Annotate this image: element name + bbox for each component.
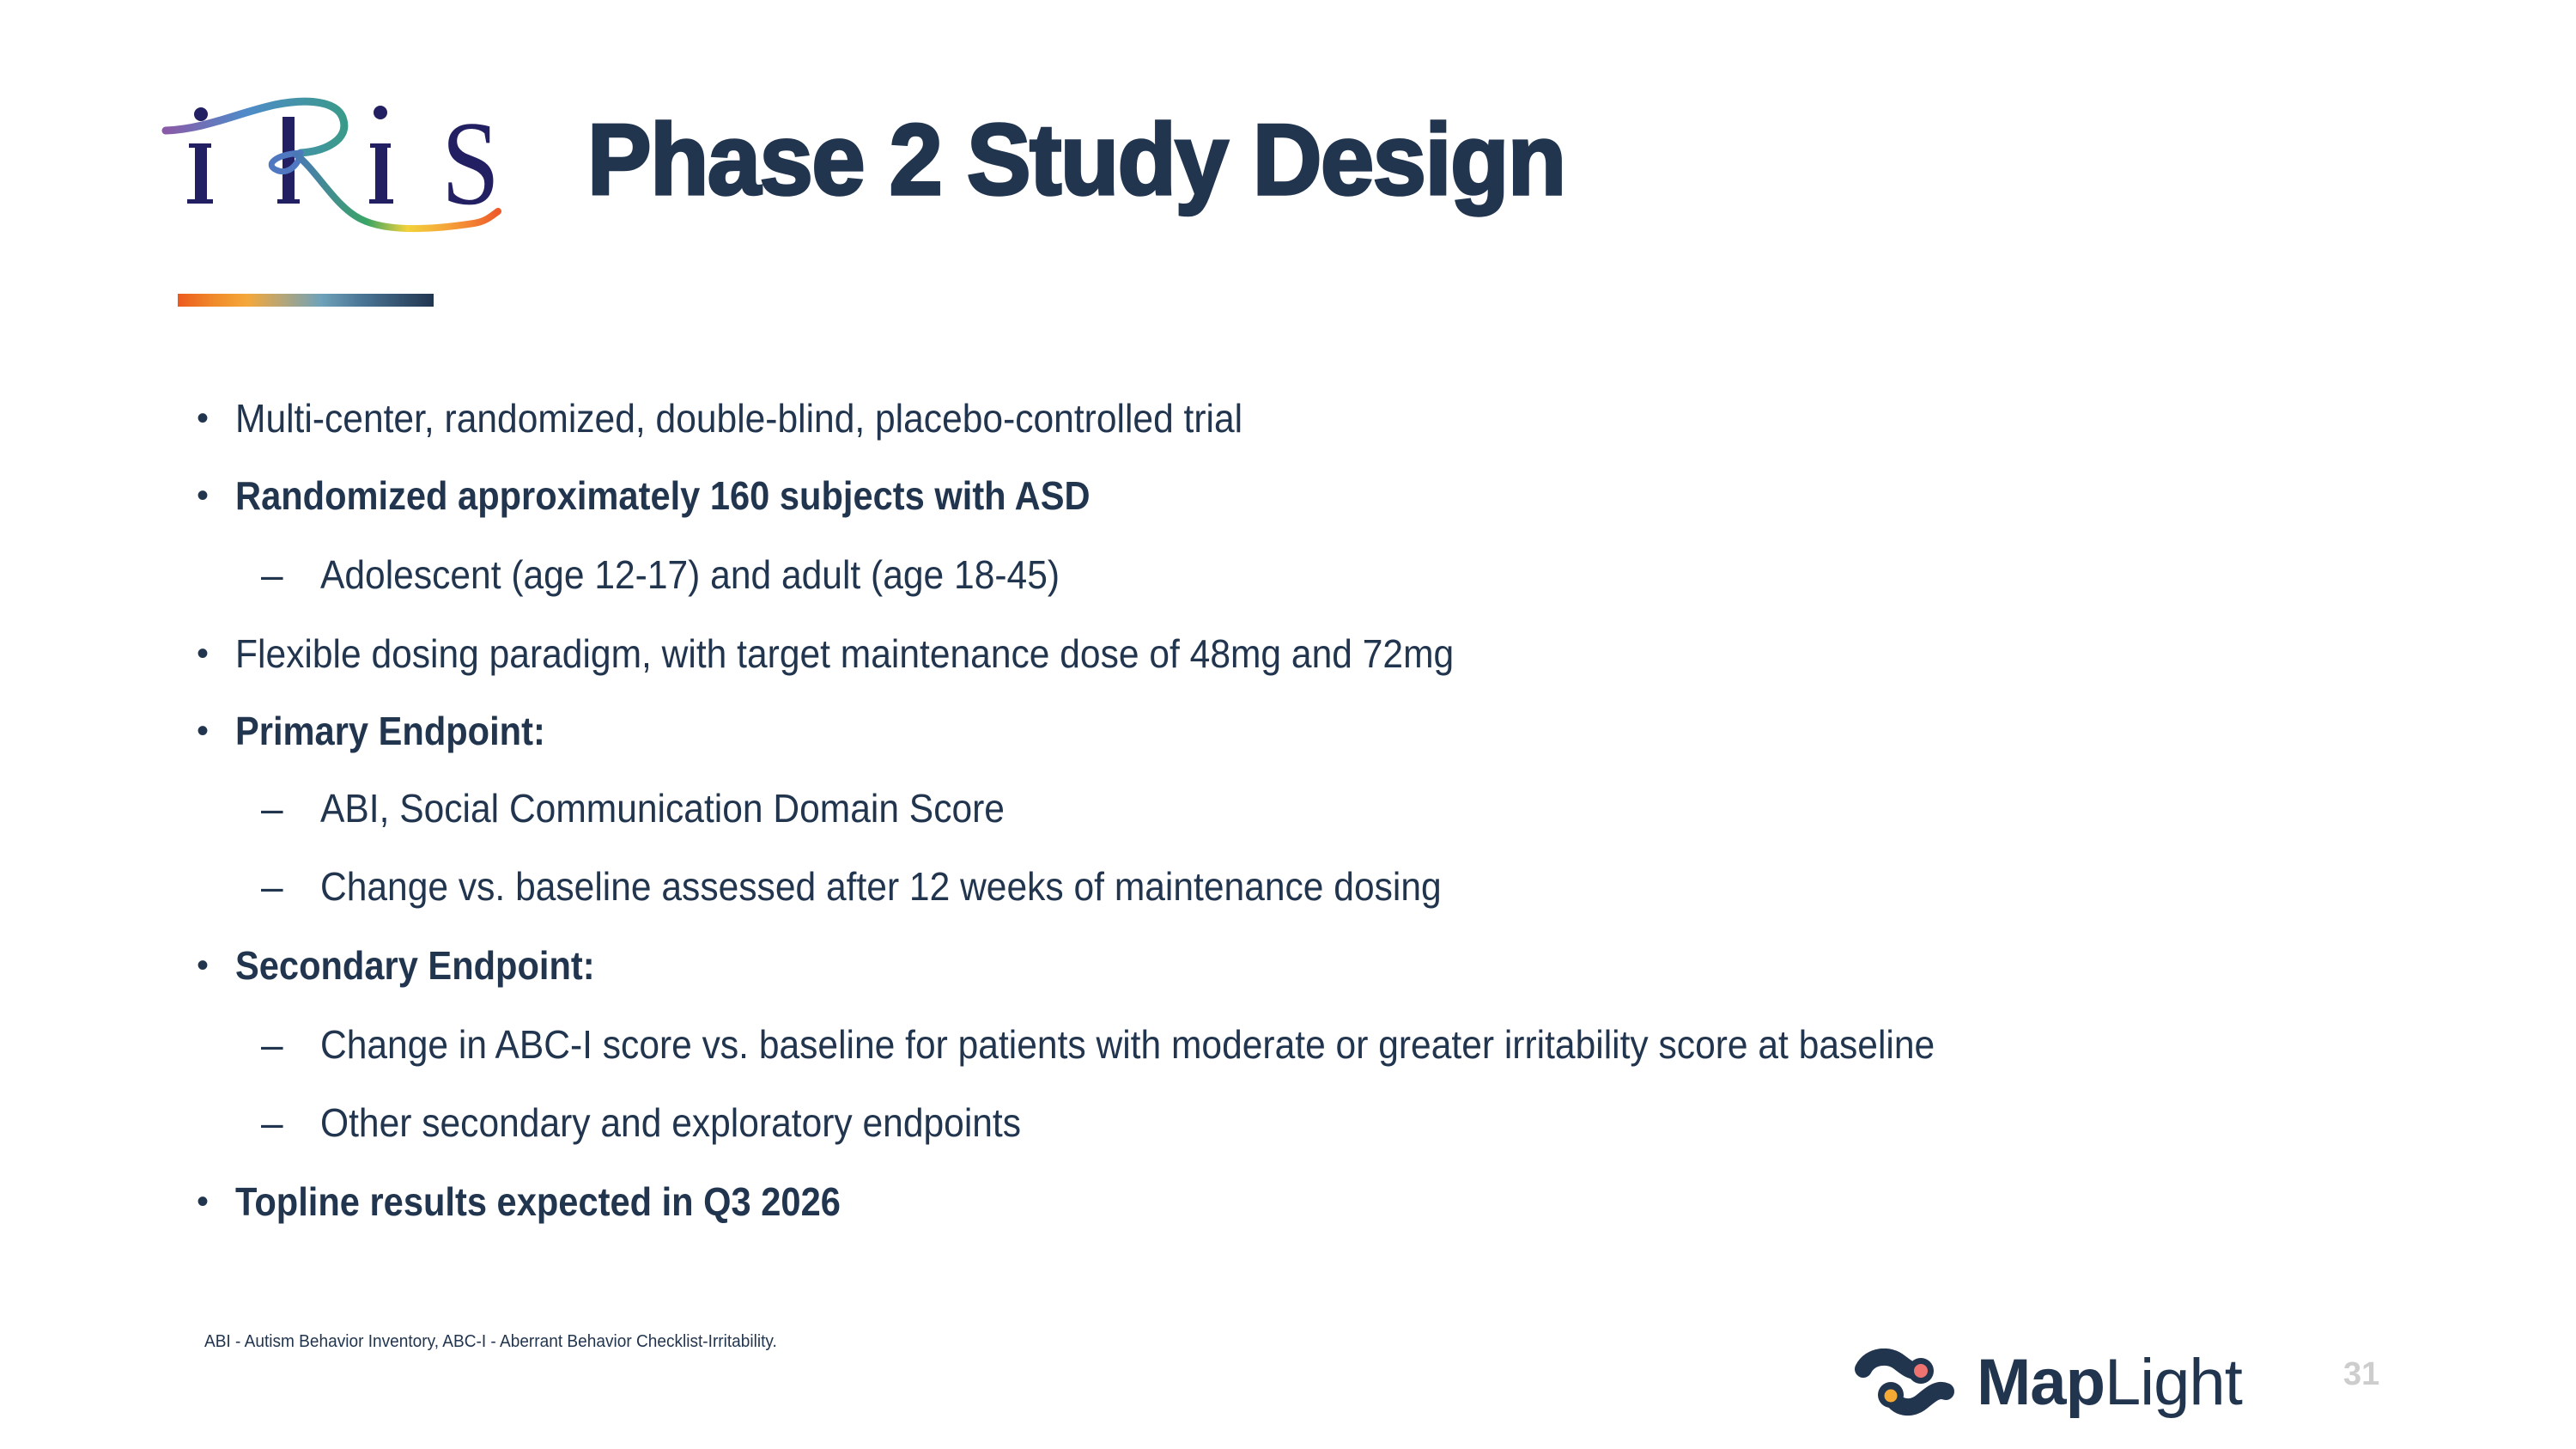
bullet-marker: •	[197, 1183, 210, 1221]
maplight-logo	[1851, 1346, 2263, 1419]
bullet-text: Multi-center, randomized, double-blind, placebo-controlled trial	[235, 396, 1243, 441]
brand-name-light: Light	[2105, 1346, 2242, 1419]
bullet-marker: •	[197, 712, 210, 750]
bullet-text: Change in ABC-I score vs. baseline for patients with moderate or greater irritability score at baseline	[320, 1022, 1935, 1067]
dash-marker: –	[261, 1022, 283, 1067]
dash-marker: –	[261, 552, 283, 597]
bullet-text: Secondary Endpoint:	[235, 943, 595, 988]
maplight-icon	[1851, 1349, 1963, 1417]
bullet-text: ABI, Social Communication Domain Score	[320, 786, 1005, 831]
bullet-text: Change vs. baseline assessed after 12 weeks of maintenance dosing	[320, 864, 1442, 909]
dash-marker: –	[261, 864, 283, 909]
bullet-text: Primary Endpoint:	[235, 709, 545, 753]
bullet-marker: •	[197, 477, 210, 514]
brand-name-bold: Map	[1977, 1346, 2105, 1419]
maplight-wordmark	[1977, 1346, 2242, 1419]
bullet-marker: •	[197, 635, 210, 673]
dash-marker: –	[261, 786, 283, 831]
bullet-text: Randomized approximately 160 subjects with ASD	[235, 473, 1091, 518]
page-number: 31	[2343, 1356, 2380, 1392]
bullet-marker: •	[197, 399, 210, 437]
dash-marker: –	[261, 1100, 283, 1145]
bullet-text: Flexible dosing paradigm, with target maintenance dose of 48mg and 72mg	[235, 631, 1455, 676]
bullet-marker: •	[197, 947, 210, 984]
bullet-text: Other secondary and exploratory endpoints	[320, 1100, 1022, 1145]
svg-text:S: S	[441, 97, 500, 230]
footnote: ABI - Autism Behavior Inventory, ABC-I - Aberrant Behavior Checklist-Irritability.	[204, 1331, 777, 1351]
bullet-text: Adolescent (age 12-17) and adult (age 18-45)	[320, 552, 1060, 597]
bullet-text: Topline results expected in Q3 2026	[235, 1179, 841, 1224]
page-title: Phase 2 Study Design	[587, 103, 1565, 216]
